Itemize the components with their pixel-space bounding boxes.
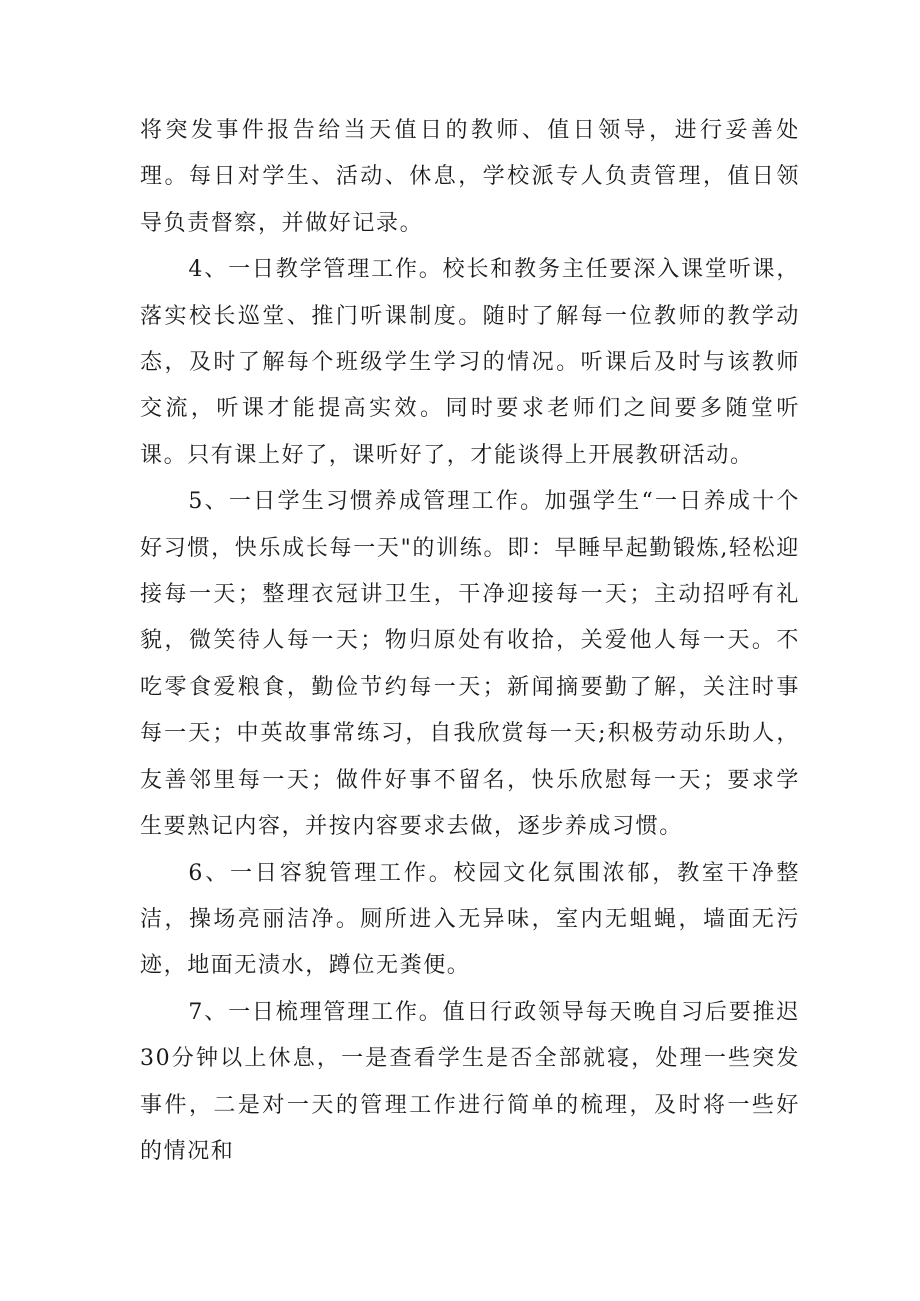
paragraph-continuation: 将突发事件报告给当天值日的教师、值日领导，进行妥善处理。每日对学生、活动、休息，学校派专人负责管理，值日领导负责督察，并做好记录。 xyxy=(140,118,800,236)
document-body xyxy=(140,108,800,1175)
paragraph-item-6: 6、一日容貌管理工作。校园文化氛围浓郁，教室干净整洁，操场亮丽洁净。厕所进入无异味，室内无蛆蝇，墙面无污迹，地面无渍水，蹲位无粪便。 xyxy=(140,860,800,979)
paragraph-item-7: 7、一日梳理管理工作。值日行政领导每天晚自习后要推迟30分钟以上休息，一是查看学生是否全部就寝，处理一些突发事件，二是对一天的管理工作进行简单的梳理，及时将一些好的情况和 xyxy=(140,999,800,1164)
paragraph-item-5: 5、一日学生习惯养成管理工作。加强学生“一日养成十个好习惯，快乐成长每一天"的训练。即：早睡早起勤锻炼,轻松迎接每一天；整理衣冠讲卫生，干净迎接每一天；主动招呼有礼貌，微笑待人每一天；物归原处有收拾，关爱他人每一天。不吃零食爱粮食，勤俭节约每一天；新闻摘要勤了解，关注时事每一天；中英故事常练习，自我欣赏每一天;积极劳动乐助人，友善邻里每一天；做件好事不留名，快乐欣慰每一天；要求学生要熟记内容，并按内容要求去做，逐步养成习惯。 xyxy=(140,489,800,840)
paragraph-item-4: 4、一日教学管理工作。校长和教务主任要深入课堂听课，落实校长巡堂、推门听课制度。随时了解每一位教师的教学动态，及时了解每个班级学生学习的情况。听课后及时与该教师交流，听课才能提高实效。同时要求老师们之间要多随堂听课。只有课上好了，课听好了，才能谈得上开展教研活动。 xyxy=(140,257,800,468)
